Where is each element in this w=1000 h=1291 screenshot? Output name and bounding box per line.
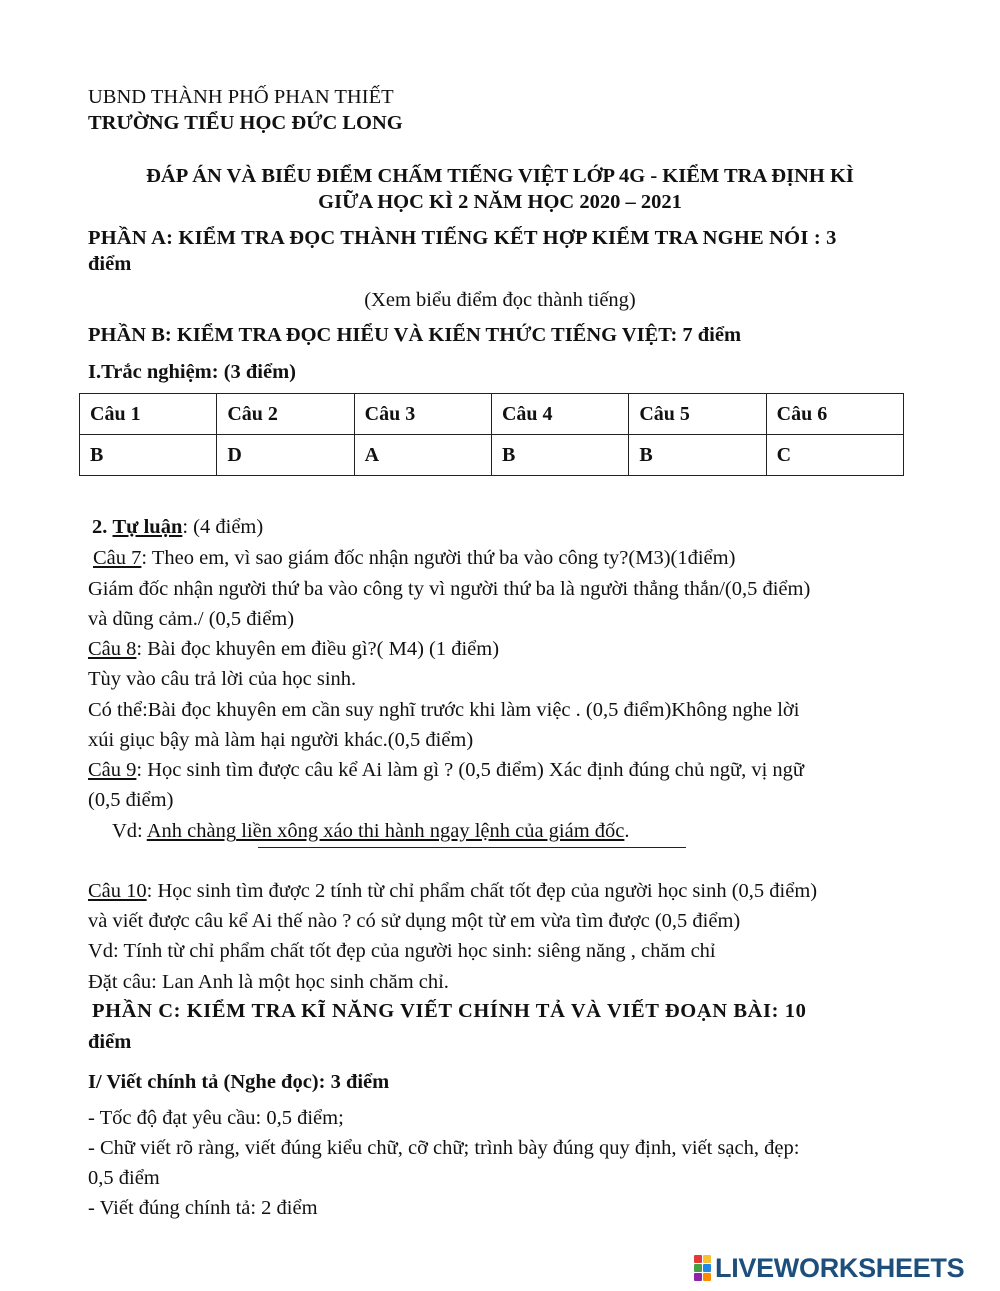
question-10 <box>88 878 817 904</box>
criteria-item-3: - Viết đúng chính tả: 2 điểm <box>88 1197 318 1219</box>
answer-cell: B <box>80 435 217 476</box>
question-9-text: : Học sinh tìm được câu kể Ai làm gì ? (0,5 điểm) Xác định đúng chủ ngữ, vị ngữ <box>136 759 804 781</box>
answer-table-header-cell: Câu 2 <box>217 394 354 435</box>
part-a-heading: PHẦN A: KIỂM TRA ĐỌC THÀNH TIẾNG KẾT HỢP KIỂM TRA NGHE NÓI : 3 <box>88 227 837 249</box>
question-7-answer-2: và dũng cảm./ (0,5 điểm) <box>88 608 295 630</box>
answer-table-header-row <box>80 394 904 435</box>
question-7-label: Câu 7 <box>93 547 142 569</box>
criteria-item-2-cont: 0,5 điểm <box>88 1167 160 1189</box>
liveworksheets-brand <box>694 1253 964 1283</box>
essay-points: : (4 điểm) <box>182 516 264 538</box>
org-name: UBND THÀNH PHỐ PHAN THIẾT <box>88 86 394 108</box>
question-8 <box>88 636 499 662</box>
question-9-example <box>112 818 630 844</box>
question-9-text-cont: (0,5 điểm) <box>88 789 174 811</box>
answer-cell: D <box>217 435 354 476</box>
example-end: . <box>624 820 630 842</box>
answer-cell: B <box>629 435 766 476</box>
question-10-example-1: Vd: Tính từ chỉ phẩm chất tốt đẹp của người học sinh: siêng năng , chăm chỉ <box>88 940 716 962</box>
question-8-label: Câu 8 <box>88 638 137 660</box>
question-10-text-cont: và viết được câu kể Ai thế nào ? có sử dụng một từ em vừa tìm được (0,5 điểm) <box>88 910 741 932</box>
example-prefix: Vd: <box>112 820 147 842</box>
question-8-text: : Bài đọc khuyên em điều gì?( M4) (1 điểm) <box>136 638 500 660</box>
brand-name: LIVEWORKSHEETS <box>715 1252 965 1283</box>
criteria-item-2: - Chữ viết rõ ràng, viết đúng kiểu chữ, cỡ chữ; trình bày đúng quy định, viết sạch, đẹp: <box>88 1137 800 1159</box>
question-9-label: Câu 9 <box>88 759 137 781</box>
title-line-2: GIỮA HỌC KÌ 2 NĂM HỌC 2020 – 2021 <box>318 191 682 213</box>
answer-table-header-cell: Câu 5 <box>629 394 766 435</box>
criteria-item-1: - Tốc độ đạt yêu cầu: 0,5 điểm; <box>88 1107 344 1129</box>
question-10-label: Câu 10 <box>88 880 147 902</box>
mcq-heading: I.Trắc nghiệm: (3 điểm) <box>88 361 297 383</box>
answer-table-row <box>80 435 904 476</box>
title-line-1: ĐÁP ÁN VÀ BIỂU ĐIỂM CHẤM TIẾNG VIỆT LỚP 4G - KIỂM TRA ĐỊNH KÌ <box>146 165 854 187</box>
answer-table-header-cell: Câu 3 <box>354 394 491 435</box>
question-10-example-2: Đặt câu: Lan Anh là một học sinh chăm chỉ. <box>88 971 449 993</box>
part-c-heading: PHẦN C: KIỂM TRA KĨ NĂNG VIẾT CHÍNH TẢ VÀ VIẾT ĐOẠN BÀI: 10 <box>92 1000 807 1022</box>
essay-heading <box>92 514 263 540</box>
part-a-heading-cont: điểm <box>88 253 132 275</box>
question-7-text: : Theo em, vì sao giám đốc nhận người thứ ba vào công ty?(M3)(1điểm) <box>141 547 736 569</box>
answer-cell: A <box>354 435 491 476</box>
predicate-double-underline <box>258 847 686 848</box>
answer-cell: C <box>766 435 903 476</box>
answer-table-header-cell: Câu 1 <box>80 394 217 435</box>
answer-table <box>79 393 904 476</box>
example-subject: Anh chàng <box>146 820 237 842</box>
question-10-text: : Học sinh tìm được 2 tính từ chỉ phẩm chất tốt đẹp của người học sinh (0,5 điểm) <box>146 880 818 902</box>
question-8-answer-2: Có thể:Bài đọc khuyên em cần suy nghĩ trước khi làm việc . (0,5 điểm)Không nghe lời <box>88 699 800 721</box>
essay-title: Tự luận <box>112 516 183 538</box>
question-8-answer-1: Tùy vào câu trả lời của học sinh. <box>88 668 357 690</box>
example-predicate: liền xông xáo thi hành ngay lệnh của giám đốc <box>236 820 625 842</box>
question-8-answer-3: xúi giục bậy mà làm hại người khác.(0,5 điểm) <box>88 729 474 751</box>
school-name: TRƯỜNG TIỂU HỌC ĐỨC LONG <box>88 112 403 134</box>
answer-table-header-cell: Câu 6 <box>766 394 903 435</box>
part-c-heading-cont: điểm <box>88 1031 132 1053</box>
question-9 <box>88 757 804 783</box>
question-7-answer-1: Giám đốc nhận người thứ ba vào công ty vì người thứ ba là người thẳng thắn/(0,5 điểm) <box>88 578 811 600</box>
part-b-heading: PHẦN B: KIỂM TRA ĐỌC HIỂU VÀ KIẾN THỨC TIẾNG VIỆT: 7 điểm <box>88 324 742 346</box>
essay-number: 2. <box>92 516 108 538</box>
answer-cell: B <box>491 435 628 476</box>
answer-table-header-cell: Câu 4 <box>491 394 628 435</box>
part-c-subheading: I/ Viết chính tả (Nghe đọc): 3 điểm <box>88 1071 390 1093</box>
part-a-note: (Xem biểu điểm đọc thành tiếng) <box>364 289 636 311</box>
question-7 <box>93 545 735 571</box>
liveworksheets-logo-icon <box>694 1255 711 1281</box>
